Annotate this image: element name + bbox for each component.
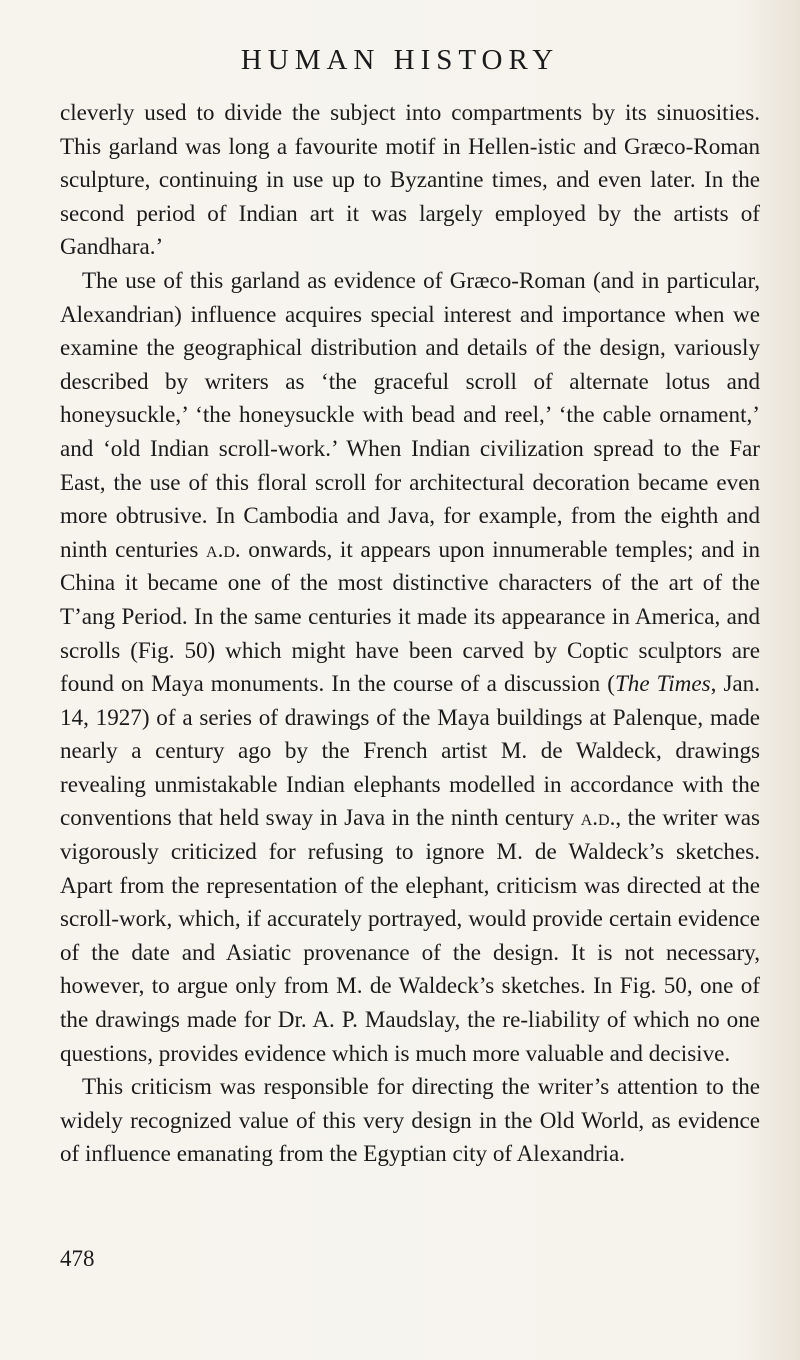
paragraph-1: cleverly used to divide the subject into compartments by its sinuosities. This garland was long a favourite motif in Hellen-istic and Græco-Roman sculpture, continuing in use up to Byzantine times, and even later. In the second period of Indian art it was largely employed by the artists of Gandhara.’	[60, 99, 760, 260]
era-abbreviation-2: a.d.	[580, 804, 616, 831]
era-abbreviation: a.d.	[206, 535, 241, 562]
paragraph-3: This criticism was responsible for directing the writer’s attention to the widely recognized value of this very design in the Old World, as evidence of influence emanating from the Egyptian city of Alexandria.	[60, 1073, 760, 1167]
paragraph-2-continued-3: , the writer was vigorously criticized for refusing to ignore M. de Waldeck’s sketches. Apart from the representation of the elephant, criticism was directed at the scroll-work, which, if accurately portrayed, would provide certain evidence of the date and Asiatic provenance of the design. It is not necessary, however, to argue only from M. de Waldeck’s sketches. In Fig. 50, one of the drawings made for Dr. A. P. Maudslay, the re-liability of which no one questions, provides evidence which is much more valuable and decisive.	[60, 804, 760, 1066]
newspaper-title: The Times	[614, 670, 711, 697]
paragraph-2-text: The use of this garland as evidence of Græco-Roman (and in particular, Alexandrian) influence acquires special interest and importance when we examine the geographical distribution and details of the design, variously described by writers as ‘the graceful scroll of alternate lotus and honeysuckle,’ ‘the honeysuckle with bead and reel,’ ‘the cable ornament,’ and ‘old Indian scroll-work.’ When Indian civilization spread to the Far East, the use of this floral scroll for architectural decoration became even more obtrusive. In Cambodia and Java, for example, from the eighth and ninth centuries	[60, 266, 760, 562]
page-number: 478	[60, 1246, 95, 1271]
paragraph-2	[60, 264, 760, 1070]
paragraph-2-continued-2: , Jan. 14, 1927) of a series of drawings of the Maya buildings at Palenque, made nearly a century ago by the French artist M. de Waldeck, drawings revealing unmistakable Indian elephants modelled in accordance with the conventions that held sway in Java in the ninth century	[60, 670, 760, 831]
body-text	[60, 96, 760, 1171]
paragraph-2-continued: onwards, it appears upon innumerable temples; and in China it became one of the most distinctive characters of the art of the T’ang Period. In the same centuries it made its appearance in America, and scrolls (Fig. 50) which might have been carved by Coptic sculptors are found on Maya monuments. In the course of a discussion (	[60, 535, 761, 697]
running-head: HUMAN HISTORY	[240, 44, 560, 76]
